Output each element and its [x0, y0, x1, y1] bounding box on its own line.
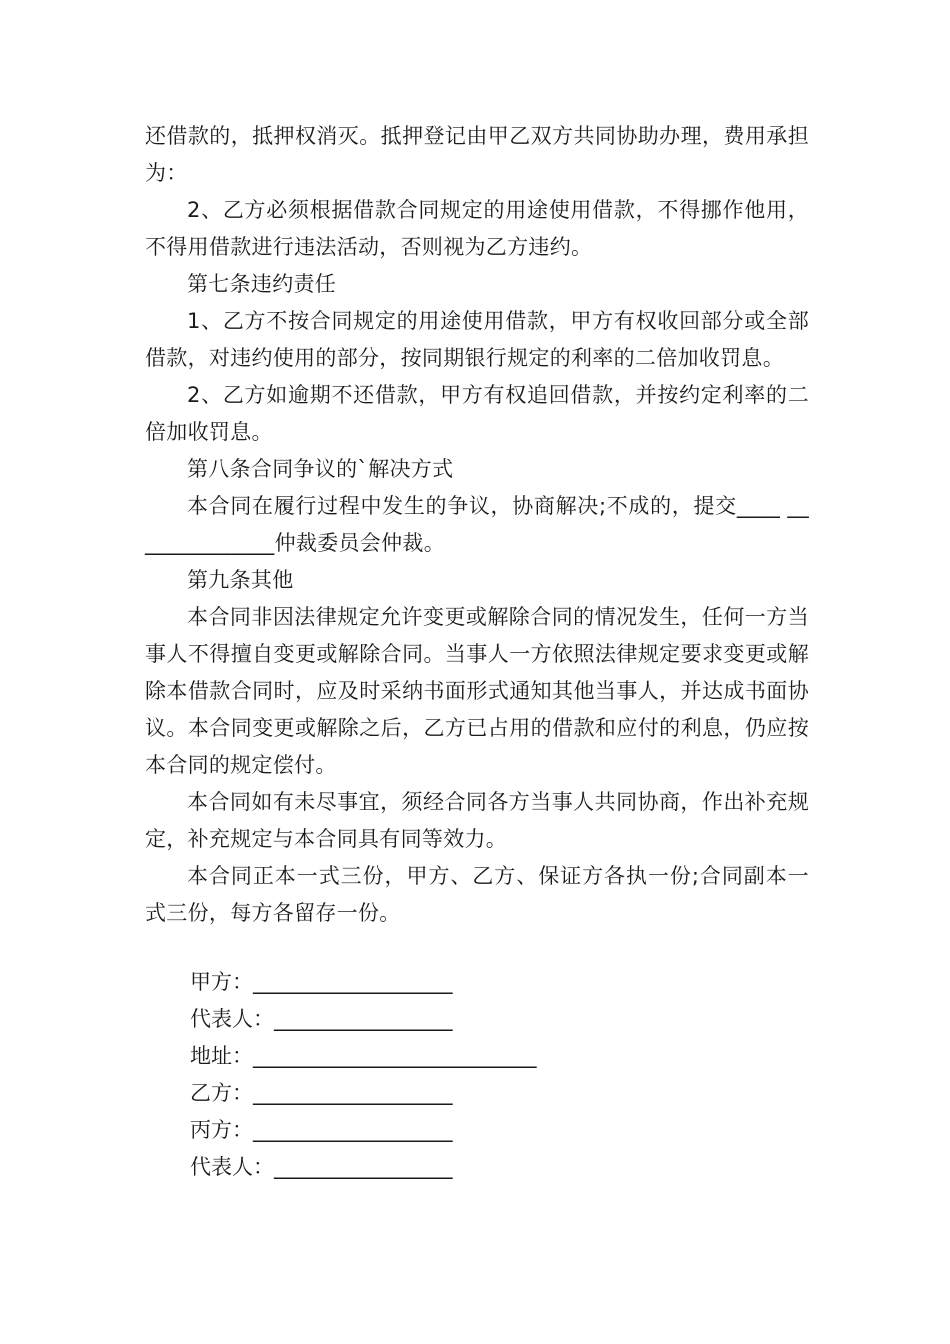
paragraph: 本合同如有未尽事宜，须经合同各方当事人共同协商，作出补充规定，补充规定与本合同具有同等效力。 [145, 790, 809, 851]
signature-party-c: 丙方：___________________ [190, 1118, 453, 1142]
signature-address: 地址：___________________________ [190, 1044, 537, 1068]
paragraph: 本合同在履行过程中发生的争议，协商解决;不成的，提交____ ______________仲裁委员会仲裁。 [145, 494, 809, 555]
section-heading: 第七条违约责任 [187, 272, 337, 296]
signature-party-a: 甲方：___________________ [190, 970, 453, 994]
paragraph: 还借款的，抵押权消灭。抵押登记由甲乙双方共同协助办理，费用承担为： [145, 124, 809, 185]
paragraph: 1、乙方不按合同规定的用途使用借款，甲方有权收回部分或全部借款，对违约使用的部分，按同期银行规定的利率的二倍加收罚息。 [145, 309, 809, 370]
paragraph: 本合同非因法律规定允许变更或解除合同的情况发生，任何一方当事人不得擅自变更或解除合同。当事人一方依照法律规定要求变更或解除本借款合同时，应及时采纳书面形式通知其他当事人，并达成书面协议。本合同变更或解除之后，乙方已占用的借款和应付的利息，仍应按本合同的规定偿付。 [145, 605, 809, 777]
section-heading: 第八条合同争议的`解决方式 [187, 457, 454, 481]
paragraph: 本合同正本一式三份，甲方、乙方、保证方各执一份;合同副本一式三份，每方各留存一份。 [145, 864, 809, 925]
paragraph: 2、乙方必须根据借款合同规定的用途使用借款，不得挪作他用，不得用借款进行违法活动，否则视为乙方违约。 [145, 198, 809, 259]
signature-party-b: 乙方：___________________ [190, 1081, 453, 1105]
paragraph: 2、乙方如逾期不还借款，甲方有权追回借款，并按约定利率的二倍加收罚息。 [145, 383, 809, 444]
signature-block [190, 964, 537, 1186]
section-heading: 第九条其他 [187, 568, 294, 592]
signature-representative-c: 代表人：_________________ [190, 1155, 453, 1179]
contract-body [145, 118, 809, 932]
signature-representative-a: 代表人：_________________ [190, 1007, 453, 1031]
